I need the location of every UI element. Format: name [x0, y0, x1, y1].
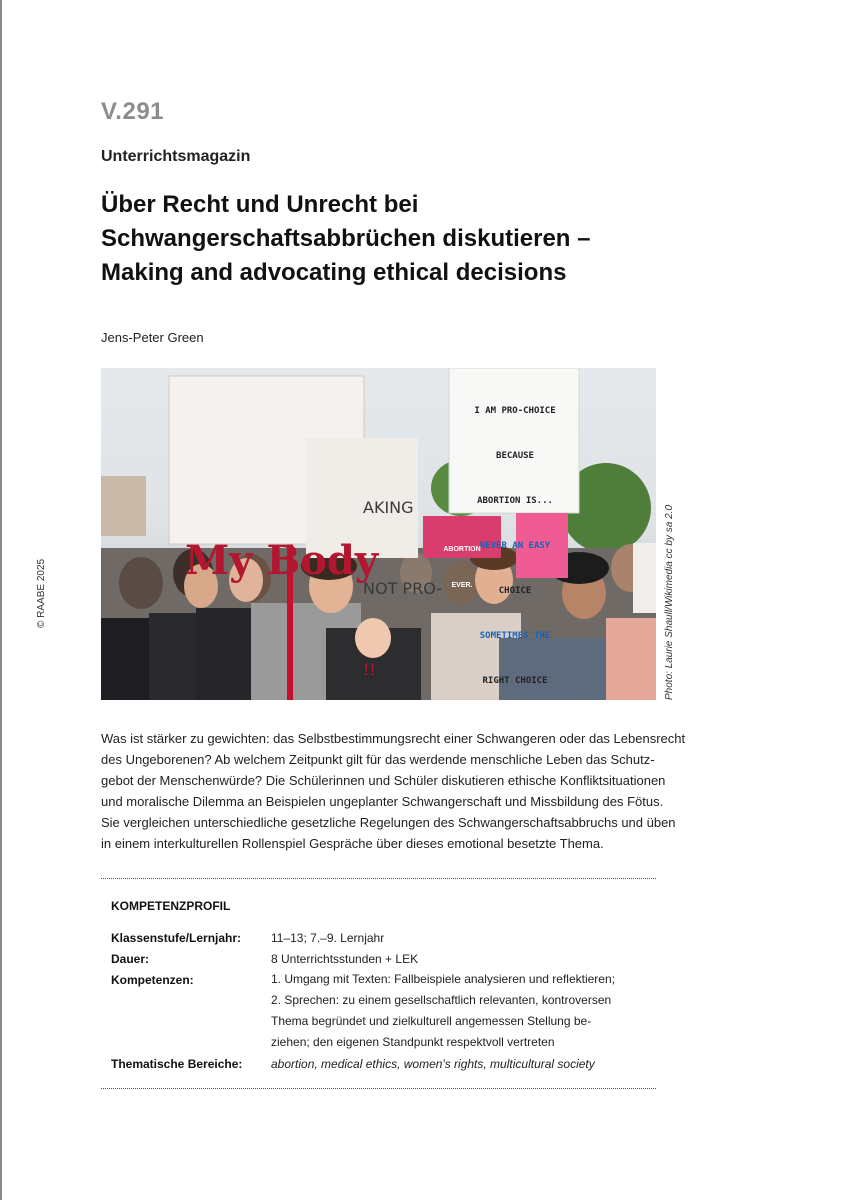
kompetenzen-label: Kompetenzen:	[111, 973, 194, 987]
kompetenzen-line: 2. Sprechen: zu einem gesellschaftlich relevanten, kontroversen	[271, 993, 612, 1007]
sign-right-line: I AM PRO-CHOICE	[474, 406, 556, 416]
divider-top	[101, 878, 656, 879]
sign-left-line: My Body	[185, 537, 379, 584]
author-name: Jens-Peter Green	[101, 330, 204, 345]
kompetenzen-line: Thema begründet und zielkulturell angemessen Stellung be-	[271, 1014, 592, 1028]
sign-right-line: CHOICE	[498, 586, 532, 596]
divider-bottom	[101, 1088, 656, 1089]
thematische-label: Thematische Bereiche:	[111, 1057, 243, 1071]
copyright-notice: © RAABE 2025	[36, 558, 47, 628]
intro-line: und moralische Dilemma an Beispielen ungeplanter Schwangerschaft und Missbildung des Fötus.	[101, 794, 664, 809]
sign-middle-line: !!	[363, 660, 376, 679]
intro-line: Was ist stärker zu gewichten: das Selbstbestimmungsrecht einer Schwangeren oder das Lebensrecht	[101, 731, 686, 746]
intro-line: Sie vergleichen unterschiedliche gesetzliche Regelungen des Schwangerschaftsabbruchs und üben	[101, 815, 676, 830]
sign-small-line: EVER.	[451, 582, 473, 589]
sign-right-line: RIGHT CHOICE	[482, 676, 548, 686]
issue-number: V.291	[101, 98, 165, 125]
kompetenzen-value	[271, 969, 615, 1053]
kompetenzen-line: ziehen; den eigenen Standpunkt respektvoll vertreten	[271, 1035, 555, 1049]
sign-right-line: ABORTION IS...	[477, 496, 553, 506]
dauer-label: Dauer:	[111, 952, 150, 966]
protest-photo	[101, 368, 656, 700]
photo-credit: Photo: Laurie Shaull/Wikimedia cc by sa 2.0	[664, 504, 675, 700]
intro-paragraph	[101, 728, 686, 854]
page-left-rule	[0, 0, 2, 1200]
magazine-name: Unterrichtsmagazin	[101, 148, 251, 165]
kompetenzprofil-heading: KOMPETENZPROFIL	[111, 899, 231, 913]
klassenstufe-label: Klassenstufe/Lernjahr:	[111, 931, 242, 945]
title-line: Making and advocating ethical decisions	[101, 259, 567, 286]
intro-line: des Ungeborenen? Ab welchem Zeitpunkt gilt für das werdende menschliche Leben das Schutz-	[101, 752, 655, 767]
klassenstufe-value: 11–13; 7.–9. Lernjahr	[271, 931, 385, 945]
intro-line: gebot der Menschenwürde? Die Schülerinnen und Schüler diskutieren ethische Konfliktsituationen	[101, 773, 666, 788]
dauer-value: 8 Unterrichtsstunden + LEK	[271, 952, 419, 966]
intro-line: in einem interkulturellen Rollenspiel Gespräche über dieses emotional besetzte Thema.	[101, 836, 604, 851]
sign-middle-line: AKING	[363, 498, 414, 517]
title-line: Über Recht und Unrecht bei	[101, 191, 419, 218]
thematische-value: abortion, medical ethics, women's rights, multicultural society	[271, 1057, 595, 1071]
sign-small-line: ABORTION	[443, 546, 481, 553]
sign-right-line: SOMETIMES THE	[479, 631, 551, 641]
sign-right-line: NEVER AN EASY	[479, 541, 551, 551]
sign-small-text	[427, 520, 497, 616]
title-line: Schwangerschaftsabbrüchen diskutieren –	[101, 225, 591, 252]
page-title	[101, 188, 661, 290]
sign-middle-line: NOT PRO-	[363, 579, 442, 598]
sign-right-line: BECAUSE	[496, 451, 534, 461]
kompetenzen-line: 1. Umgang mit Texten: Fallbeispiele analysieren und reflektieren;	[271, 972, 615, 986]
